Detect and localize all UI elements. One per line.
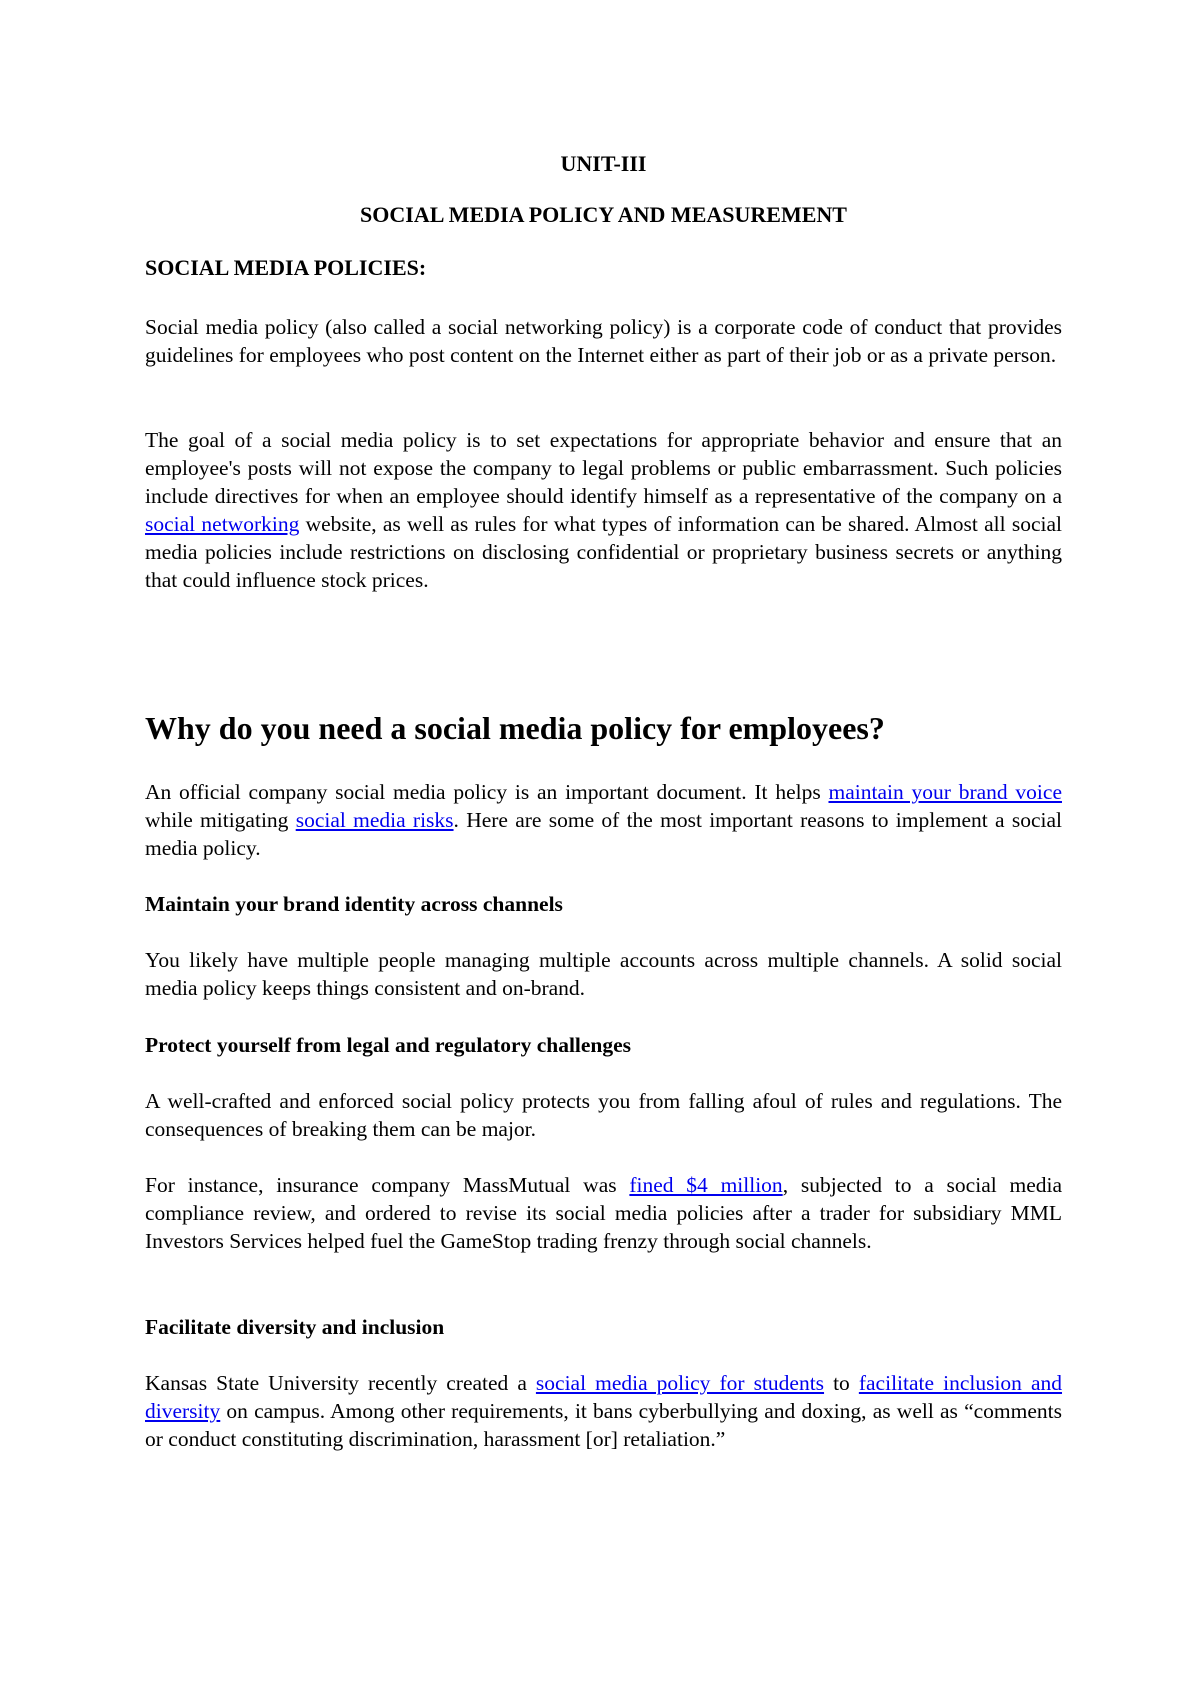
document-subtitle: SOCIAL MEDIA POLICY AND MEASUREMENT <box>360 202 847 227</box>
paragraph-legal: A well-crafted and enforced social policy protects you from falling afoul of rules and regulations. The consequences of breaking them can be major. <box>145 1089 1062 1141</box>
paragraph-goal <box>145 426 1062 594</box>
paragraph-text: to <box>824 1371 859 1395</box>
paragraph-text: An official company social media policy is an important document. It helps <box>145 780 829 804</box>
paragraph-text: . Here are some of the most important reasons to implement a social media policy. <box>145 808 1062 860</box>
heading-why-policy: Why do you need a social media policy for employees? <box>145 710 885 746</box>
paragraph-text: on campus. Among other requirements, it bans cyberbullying and doxing, as well as “comments or conduct constituting discrimination, harassment [or] retaliation.” <box>145 1399 1062 1451</box>
paragraph-text: while mitigating <box>145 808 296 832</box>
link-maintain-brand-voice[interactable]: maintain your brand voice <box>828 780 1062 804</box>
link-policy-for-students[interactable]: social media policy for students <box>535 1371 825 1395</box>
section-heading: SOCIAL MEDIA POLICIES: <box>145 255 427 280</box>
subheading-legal: Protect yourself from legal and regulatory challenges <box>145 1033 632 1057</box>
paragraph-text: website, as well as rules for what types of information can be shared. Almost all social media policies include restrictions on disclosing confidential or proprietary business secrets or anything that could influence stock prices. <box>145 512 1062 592</box>
unit-title: UNIT-III <box>560 151 647 176</box>
paragraph-text: The goal of a social media policy is to set expectations for appropriate behavior and ensure that an employee's posts will not expose the company to legal problems or public embarrassment. Such policies include directives for when an employee should identify himself as a representative of the company on a <box>145 428 1062 508</box>
paragraph-text: Kansas State University recently created a <box>145 1371 536 1395</box>
subheading-brand-identity: Maintain your brand identity across channels <box>145 892 563 916</box>
link-social-media-risks[interactable]: social media risks <box>295 808 454 832</box>
paragraph-massmutual <box>145 1171 1062 1255</box>
paragraph-brand-identity: You likely have multiple people managing multiple accounts across multiple channels. A solid social media policy keeps things consistent and on-brand. <box>145 948 1062 1000</box>
link-fined[interactable]: fined $4 million <box>629 1173 783 1197</box>
paragraph-kansas-state <box>145 1369 1062 1453</box>
paragraph-text: For instance, insurance company MassMutual was <box>145 1173 630 1197</box>
link-social-networking[interactable]: social networking <box>145 512 300 536</box>
paragraph-definition: Social media policy (also called a social networking policy) is a corporate code of conduct that provides guidelines for employees who post content on the Internet either as part of their job or as a private person. <box>145 315 1062 367</box>
link-inclusion-diversity[interactable]: facilitate inclusion and diversity <box>145 1371 1063 1423</box>
subheading-diversity: Facilitate diversity and inclusion <box>145 1315 445 1339</box>
paragraph-text: , subjected to a social media compliance review, and ordered to revise its social media policies after a trader for subsidiary MML Investors Services helped fuel the GameStop trading frenzy through social channels. <box>145 1173 1062 1253</box>
paragraph-intro <box>145 778 1062 862</box>
